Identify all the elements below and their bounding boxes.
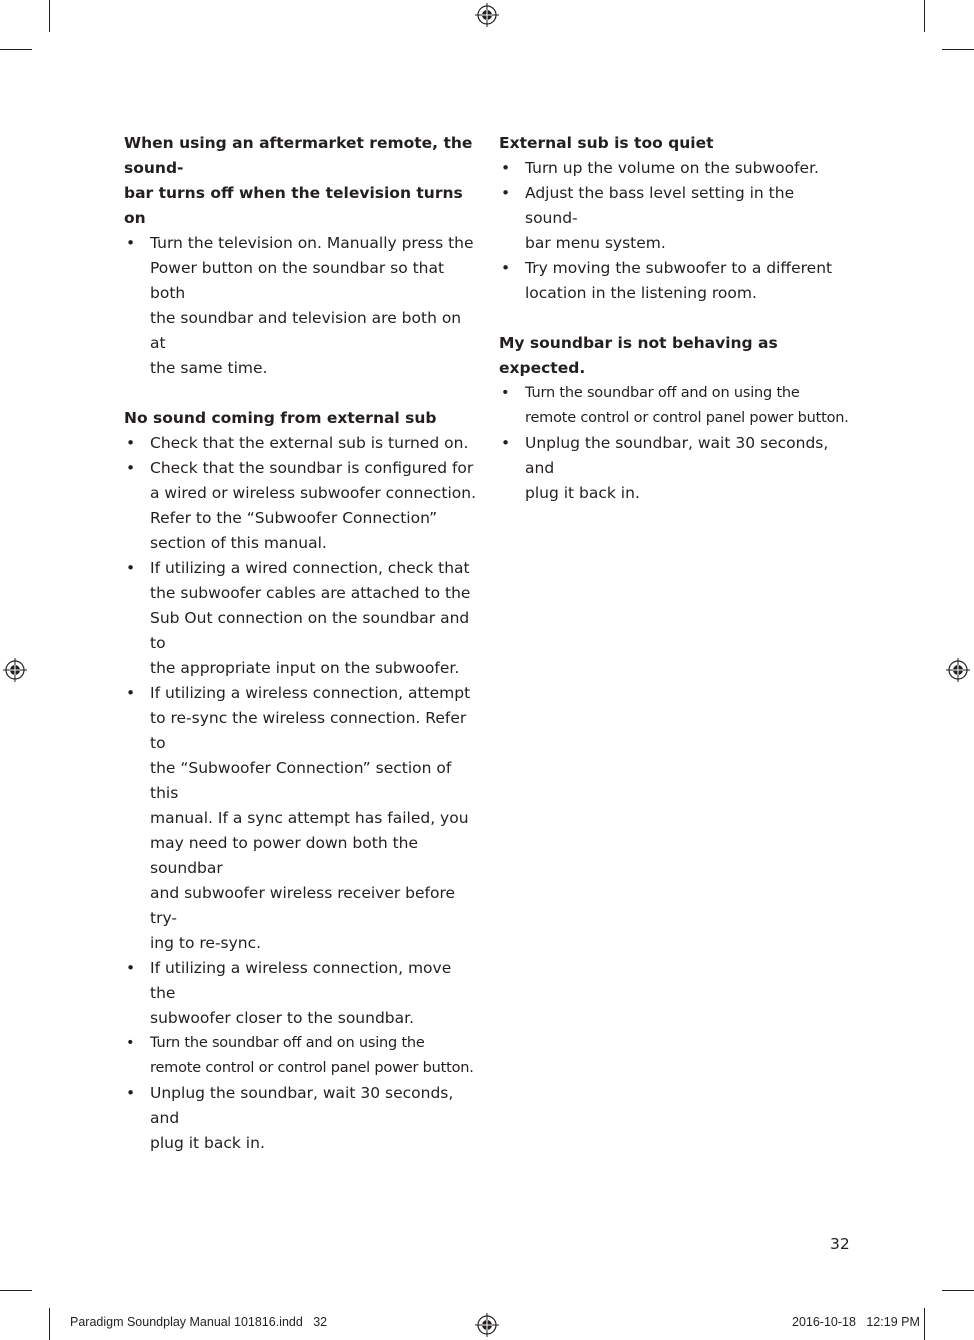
crop-mark [0,1290,32,1291]
registration-mark-icon [475,1313,499,1337]
page-number: 32 [830,1235,850,1253]
crop-mark [924,1308,925,1340]
list-item: • If utilizing a wireless connection, move the subwoofer closer to the soundbar. [126,959,452,1027]
bullet-list [499,381,851,506]
list-item: • Turn up the volume on the subwoofer. [501,159,819,177]
left-column [124,131,476,1181]
bullet-list [499,156,851,306]
section-heading: When using an aftermarket remote, the sound- bar turns off when the television turns on [124,134,473,227]
registration-mark-icon [3,658,27,682]
bullet-list [124,231,476,381]
list-item: • Turn the soundbar off and on using the remote control or control panel power button. [126,1035,474,1076]
list-item: • Unplug the soundbar, wait 30 seconds, and plug it back in. [126,1084,454,1152]
list-item: • Unplug the soundbar, wait 30 seconds, and plug it back in. [501,434,829,502]
list-item: • If utilizing a wired connection, check that the subwoofer cables are attached to the Sub Out connection on the soundbar and to the appropriate input on the subwoofer. [126,559,471,677]
list-item: • Adjust the bass level setting in the sound- bar menu system. [501,184,795,252]
slug-datetime: 2016-10-18 12:19 PM [792,1315,920,1329]
section-heading: No sound coming from external sub [124,409,437,427]
section-soundbar-not-behaving [499,331,851,506]
right-column [499,131,851,531]
slug-file-info: Paradigm Soundplay Manual 101816.indd 32 [70,1315,328,1329]
crop-mark [942,49,974,50]
crop-mark [0,49,32,50]
registration-mark-icon [475,3,499,27]
registration-mark-icon [946,658,970,682]
list-item: • Check that the soundbar is configured for a wired or wireless subwoofer connection. Refer to the “Subwoofer Connection” section of this manual. [126,459,476,552]
list-item: • If utilizing a wireless connection, attempt to re-sync the wireless connection. Refer to the “Subwoofer Connection” section of this manual. If a sync attempt has failed, you may need to power down both the soundbar and subwoofer wireless receiver before try- ing to re-sync. [126,684,471,952]
section-aftermarket-remote [124,131,476,381]
section-no-sound-external-sub [124,406,476,1156]
crop-mark [49,0,50,32]
list-item: • Turn the soundbar off and on using the remote control or control panel power button. [501,385,849,426]
section-external-sub-too-quiet [499,131,851,306]
bullet-list [124,431,476,1156]
list-item: • Check that the external sub is turned on. [126,434,469,452]
crop-mark [942,1290,974,1291]
list-item: • Turn the television on. Manually press the Power button on the soundbar so that both the soundbar and television are both on at the same time. [126,234,474,377]
section-heading: External sub is too quiet [499,134,714,152]
crop-mark [49,1308,50,1340]
section-heading: My soundbar is not behaving as expected. [499,334,778,377]
list-item: • Try moving the subwoofer to a different location in the listening room. [501,259,833,302]
crop-mark [924,0,925,32]
